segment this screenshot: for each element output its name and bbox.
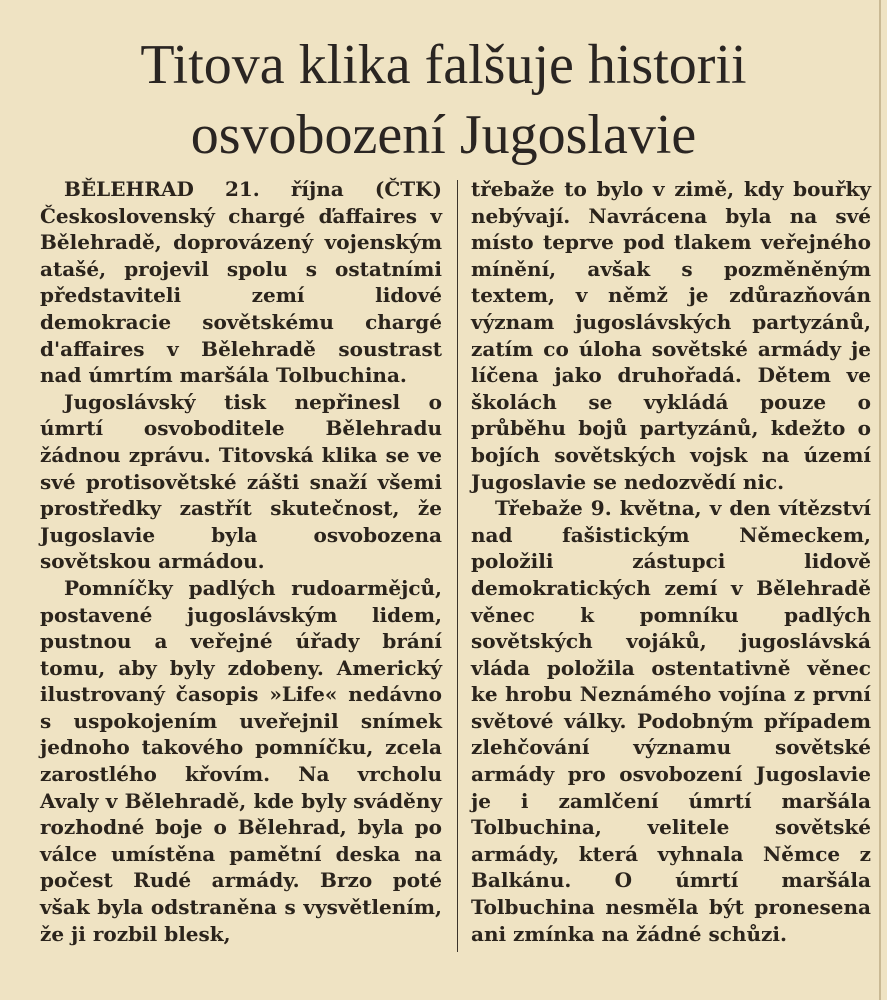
article-headline (0, 30, 887, 170)
article-paragraph-4: Třebaže 9. května, v den vítězství nad fašistickým Německem, položili zástupci lidově demokratických zemí v Bělehradě věnec k pomníku padlých sovětských vojáků, jugoslávská vláda položila ostentativně věnec ke hrobu Neznámého vojína z první světové války. Podobným případem zlehčování významu sovětské armády pro osvobození Jugoslavie je i zamlčení úmrtí maršála Tolbuchina, velitele sovětské armády, která vyhnala Němce z Balkánu. O úmrtí maršála Tolbuchina nesměla být pronesena ani zmínka na žádné schůzi. (471, 496, 871, 946)
article-column-right (471, 176, 871, 947)
article-paragraph-2: Jugoslávský tisk nepřinesl o úmrtí osvoboditele Bělehradu žádnou zprávu. Titovská klika se ve své protisovětské zášti snaží všemi prostředky zastřít skutečnost, že Jugoslavie byla osvobozena sovětskou armádou. (40, 389, 442, 574)
paragraph-1-text: Československý chargé ďaffaires v Bělehradě, doprovázený vojenským atašé, projevil spolu s ostatními představiteli zemí lidové demokracie sovětskému chargé d'affaires v Bělehradě soustrast nad úmrtím maršála Tolbuchina. (40, 203, 442, 388)
dateline: BĚLEHRAD 21. října (ČTK) (64, 177, 442, 201)
article-paragraph-1 (40, 176, 442, 389)
headline-line-1: Titova klika falšuje historii (140, 34, 747, 96)
article-paragraph-3: Pomníčky padlých rudoarmějců, postavené jugoslávským lidem, pustnou a veřejné úřady brání tomu, aby byly zdobeny. Americký ilustrovaný časopis »Life« nedávno s uspokojením uveřejnil snímek jednoho takového pomníčku, zcela zarostlého křovím. Na vrcholu Avaly v Bělehradě, kde byly sváděny rozhodné boje o Bělehrad, byla po válce umístěna pamětní deska na počest Rudé armády. Brzo poté však byla odstraněna s vysvětlením, že ji rozbil blesk, (40, 575, 442, 946)
article-column-left (40, 176, 442, 947)
article-paragraph-3-continued: třebaže to bylo v zimě, kdy bouřky nebývají. Navrácena byla na své místo teprve pod tlakem veřejného mínění, avšak s pozměněným textem, v němž je zdůrazňován význam jugoslávských partyzánů, zatím co úloha sovětské armády je líčena jako druhořadá. Dětem ve školách se vykládá pouze o průběhu bojů partyzánů, kdežto o bojích sovětských vojsk na území Jugoslavie se nedozvědí nic. (471, 177, 871, 494)
column-divider (457, 180, 458, 952)
headline-line-2: osvobození Jugoslavie (190, 104, 697, 166)
